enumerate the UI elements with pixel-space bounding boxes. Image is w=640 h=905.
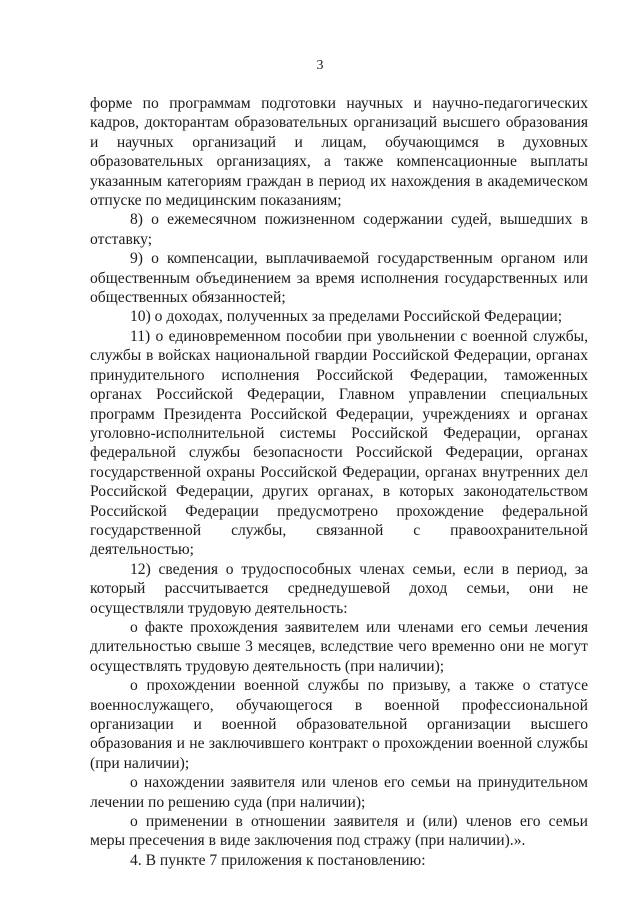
- paragraph-subitem-treatment: о факте прохождения заявителем или членами его семьи лечения длительностью свыше 3 месяцев, вследствие чего временно они не могут осуществлять трудовую деятельность (при наличии);: [90, 618, 588, 675]
- paragraph-item-12: 12) сведения о трудоспособных членах семьи, если в период, за который рассчитывается среднедушевой доход семьи, они не осуществляли трудовую деятельность:: [90, 560, 588, 617]
- paragraph-subitem-compulsory-treatment: о нахождении заявителя или членов его семьи на принудительном лечении по решению суда (при наличии);: [90, 774, 588, 811]
- paragraph-item-10: 10) о доходах, полученных за пределами Российской Федерации;: [130, 308, 563, 326]
- document-body: [90, 94, 588, 870]
- paragraph-item-8: 8) о ежемесячном пожизненном содержании судей, вышедших в отставку;: [90, 211, 588, 248]
- paragraph-item-9: 9) о компенсации, выплачиваемой государственным органом или общественным объединением за время исполнения государственных или общественных обязанностей;: [90, 250, 588, 307]
- page-number: 3: [316, 58, 324, 73]
- paragraph-point-4: 4. В пункте 7 приложения к постановлению:: [130, 851, 426, 869]
- paragraph-subitem-military: о прохождении военной службы по призыву, а также о статусе военнослужащего, обучающегося в военной профессиональной организации и военной образовательной организации высшего образования и не заключившего контракт о прохождении военной службы (при наличии);: [90, 677, 588, 772]
- paragraph-item-11: 11) о единовременном пособии при увольнении с военной службы, службы в войсках национальной гвардии Российской Федерации, органах принудительного исполнения Российской Федерации, таможенных органах Российской Федерации, Главном управлении специальных программ Президента Российской Федерации, учреждениях и органах уголовно-исполнительной системы Российской Федерации, органах федеральной службы безопасности Российской Федерации, органах государственной охраны Российской Федерации, органах внутренних дел Российской Федерации, других органах, в которых законодательством Российской Федерации предусмотрено прохождение федеральной государственной службы, связанной с правоохранительной деятельностью;: [90, 327, 588, 559]
- paragraph-subitem-custody: о применении в отношении заявителя и (или) членов его семьи меры пресечения в виде заключения под стражу (при наличии).».: [90, 813, 588, 850]
- paragraph-continuation: форме по программам подготовки научных и научно-педагогических кадров, докторантам образовательных организаций высшего образования и научных организаций и лицам, обучающимся в духовных образовательных организациях, а также компенсационные выплаты указанным категориям граждан в период их нахождения в академическом отпуске по медицинским показаниям;: [90, 95, 588, 210]
